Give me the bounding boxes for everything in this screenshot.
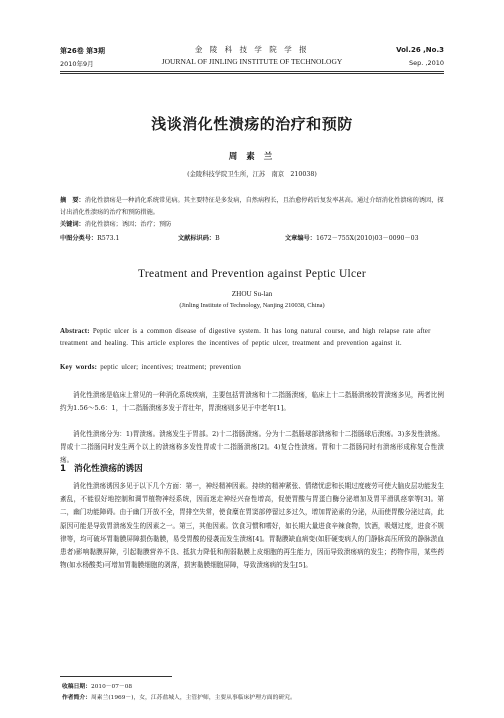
received-label: 收稿日期： <box>62 684 91 690</box>
date-cn: 2010年9月 <box>60 60 94 68</box>
abstract-cn-label: 摘 要： <box>60 197 85 204</box>
issue-cn: 第26卷 第3期 <box>60 47 106 55</box>
article-title-cn: 浅谈消化性溃疡的治疗和预防 <box>151 115 353 133</box>
clc-number <box>60 233 120 242</box>
date-en: Sep. ,2010 <box>409 59 444 67</box>
clc-value: R573.1 <box>97 235 120 242</box>
section-number: 1 <box>60 464 66 474</box>
article-no-value: 1672－755X(2010)03－0090－03 <box>315 235 419 242</box>
footnote-received <box>62 681 132 690</box>
header-rule-thin <box>60 73 444 74</box>
journal-name-cn: 金 陵 科 技 学 院 学 报 <box>194 45 310 54</box>
running-header <box>60 44 444 74</box>
abstract-cn-text: 消化性溃疡是一种消化系统常见病。其主要特征是多发病，自然病程长，且治愈停药后复发率甚高。通过介绍消化性溃疡的诱因，探讨出消化性溃疡的治疗和预防措施。 <box>60 197 444 216</box>
article-number <box>285 233 419 242</box>
abstract-en <box>60 326 444 350</box>
document-code <box>178 233 220 242</box>
bio-label: 作者简介： <box>62 695 91 701</box>
section-title: 消化性溃疡的诱因 <box>73 464 143 474</box>
issue-en: Vol.26 ,No.3 <box>396 46 444 54</box>
article-title-en: Treatment and Prevention against Peptic Ulcer <box>137 268 366 280</box>
doc-code-value: B <box>215 235 220 242</box>
header-rule <box>60 71 444 72</box>
keywords-cn-text: 消化性溃疡；诱因；治疗；预防 <box>84 221 172 228</box>
abstract-en-label: Abstract: <box>60 328 90 335</box>
affiliation-en: (Jinling Institute of Technology, Nanjing 210038, China) <box>179 302 325 309</box>
keywords-en <box>60 362 444 374</box>
abstract-en-text: Peptic ulcer is a common disease of digestive system. It has long natural course, and high relapse rate after treatment and healing. This article explores the incentives of peptic ulcer, treatment and prevention against it. <box>60 328 431 348</box>
doc-code-label: 文献标识码： <box>178 235 216 242</box>
author-en: ZHOU Su-lan <box>231 290 273 298</box>
journal-name-en: JOURNAL OF JINLING INSTITUTE OF TECHNOLOGY <box>161 57 343 66</box>
keywords-en-text: peptic ulcer; incentives; treatment; prevention <box>100 364 242 371</box>
abstract-cn <box>60 195 444 219</box>
section-paragraph: 消化性溃疡诱因多见于以下几个方面：第一，神经精神因素。持续的精神紧张、情绪忧虑和长期过度疲劳可使大脑皮层功能发生紊乱，不能很好地控制和调节植物神经系统，因而迷走神经兴奋性增高，促使胃酸与胃蛋白酶分泌增加及胃平滑肌痉挛等[3]。第二，幽门功能障碍。由于幽门开放不全，胃排空失常，使食糜在胃窦部停留过多过久，增加胃泌素的分泌，从而使胃酸分泌过高，此原因可能是导致胃溃疡发生的因素之一。第三，其他因素。饮食习惯和嗜好，如长期大量进食辛辣食物，饮酒，吸烟过度，进食不规律等，均可破坏胃黏膜屏障损伤黏膜，易受胃酸的侵袭而发生溃疡[4]。胃黏膜缺血病变(如肝硬变病人的门静脉高压所致的静脉淤血患者)影响黏膜屏障，引起黏膜营养不良、抵抗力降低和削弱黏膜上皮细胞的再生能力，因而导致溃疡病的发生；药物作用，某些药物(如水杨酸类)可增加胃黏膜细胞的剥落，损害黏膜细胞屏障，导致溃疡病的发生[5]。 <box>60 482 444 570</box>
author-cn: 周 素 兰 <box>228 152 276 162</box>
intro-paragraph-1: 消化性溃疡是临床上常见的一种消化系统疾病，主要包括胃溃疡和十二指肠溃疡，临床上十二指肠溃疡较胃溃疡多见，两者比例约为1.56～5.6：1，十二指肠溃疡多发于青壮年，胃溃疡则多见于中老年[1]。 <box>60 391 444 413</box>
keywords-cn <box>60 219 444 231</box>
article-no-label: 文章编号： <box>285 235 316 242</box>
footnote-author-bio <box>62 692 296 701</box>
intro-paragraph-2: 消化性溃疡分为：1)胃溃疡。溃疡发生于胃部。2)十二指肠溃疡。分为十二指肠球部溃疡和十二指肠球后溃疡。3)多发性溃疡。胃或十二指肠同时发生两个以上的溃疡称多发性胃或十二指肠溃疡[2]。4)复合性溃疡。胃和十二指肠同时有溃疡形成称复合性溃疡。 <box>60 430 444 465</box>
bio-text: 周素兰(1969－)，女，江苏盐城人，主管护师，主要从事临床护理方面的研究。 <box>91 695 296 701</box>
affiliation-cn: (金陵科技学院卫生所，江苏 南京 210038) <box>187 171 317 178</box>
section-heading <box>60 462 143 474</box>
received-date: 2010－07－08 <box>91 684 133 690</box>
clc-label: 中图分类号： <box>60 235 98 242</box>
keywords-en-label: Key words: <box>60 364 98 371</box>
keywords-cn-label: 关键词： <box>60 221 85 228</box>
footnote-rule <box>60 676 172 677</box>
